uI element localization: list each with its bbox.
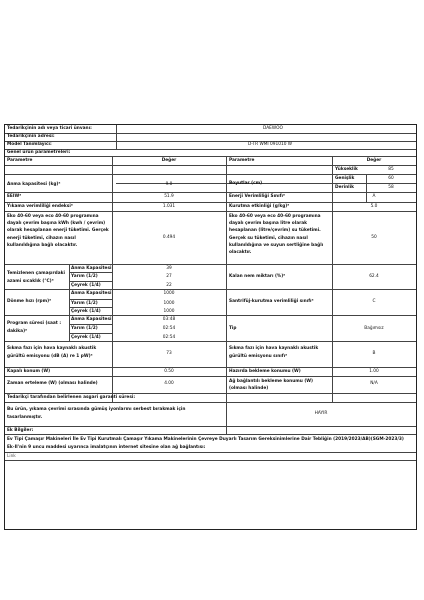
parameter-header: Parametre: [7, 158, 33, 163]
divider: [5, 452, 416, 453]
duration-value: 02:54: [162, 326, 176, 331]
divider: [5, 341, 416, 342]
program-duration-label: Program süresi (saat : dakika)ᵃ: [7, 321, 62, 334]
duration-value: 02:54: [162, 335, 176, 340]
divider: [69, 333, 112, 334]
depth-value: 58: [388, 185, 394, 190]
moisture-label: Kalan nem miktarı (%)ᵃ: [229, 274, 286, 279]
supplier-value: DAEWOO: [263, 126, 283, 131]
spin-class-value: C: [372, 299, 376, 304]
quarter-capacity-label: Çeyrek (1/4): [71, 335, 101, 340]
value-header: Değer: [161, 158, 177, 163]
divider: [5, 289, 416, 290]
spin-efficiency-value: 5.0: [370, 204, 378, 209]
divider: [5, 376, 416, 377]
divider: [5, 156, 416, 157]
divider: [116, 125, 117, 149]
divider: [69, 264, 70, 341]
networked-standby-label: Ağ bağlantılı bekleme konumu (W) (olması halinde): [229, 379, 313, 391]
noise-emission-value: 73: [166, 351, 172, 356]
divider: [5, 367, 416, 368]
temperature-value: 39: [166, 266, 172, 271]
energy-consumption-value: 0.494: [162, 235, 176, 240]
additional-info-text: Ev Tipi Çamaşır Makineleri İle Ev Tipi Kurutmalı Çamaşır Yıkama Makinelerinin Çevreye Duyarlı Tasarım Gereksinimlerine Dair Tebliğin (2019/2023/AB)(SGM-2023/3) Ek-II'nin 9 uncu maddesi uyarınca imalatçının internet sitesine olan ağ bağlantısı:: [7, 437, 404, 450]
model-label: Model Tanımlayıcı:: [7, 142, 52, 147]
divider: [5, 202, 416, 203]
washing-efficiency-label: Yıkama verimliliği endeksiᵃ: [7, 204, 73, 209]
link-label[interactable]: Link: [7, 454, 16, 459]
half-capacity-label: Yarım (1/2): [71, 326, 98, 331]
networked-standby-value: N/A: [370, 381, 378, 386]
parameter-header: Parametre: [229, 158, 255, 163]
model-value: D-TR WMI 091010 W: [248, 142, 293, 147]
spin-speed-label: Dönme hızı (rpm)ᵃ: [7, 299, 52, 304]
divider: [69, 281, 112, 282]
silver-ions-label: Bu ürün, yıkama çevrimi sırasında gümüş iyonlarını serbest bırakmak için tasarlanmıştır.: [7, 407, 186, 420]
half-capacity-label: Yarım (1/2): [71, 274, 98, 279]
divider: [69, 307, 112, 308]
divider: [226, 156, 227, 402]
width-label: Genişlik: [335, 176, 355, 181]
half-capacity-label: Yarım (1/2): [71, 301, 98, 306]
temperature-value: 22: [166, 283, 172, 288]
capacity-label: Anma kapasitesi (kg)ᵃ: [7, 182, 61, 187]
height-value: 85: [388, 167, 394, 172]
product-information-sheet: [4, 124, 417, 530]
spin-class-label: Santrifüj-kurutma verimliliği sınıfıᵃ: [229, 299, 314, 304]
divider: [5, 402, 416, 403]
rated-capacity-label: Anma Kapasitesi: [71, 291, 112, 296]
rated-capacity-label: Anma Kapasitesi: [71, 266, 112, 271]
standby-label: Hazırda bekleme konumu (W): [229, 369, 301, 374]
divider: [5, 211, 416, 212]
energy-class-label: Enerji Verimliliği Sınıfıᵃ: [229, 194, 285, 199]
standby-value: 1.00: [369, 369, 379, 374]
eeiw-value: 51.9: [164, 194, 174, 199]
max-temperature-label: Temizlenen çamaşırdaki azami sıcaklık (°C)ᵃ: [7, 271, 65, 284]
divider: [5, 426, 416, 427]
spin-speed-value: 1000: [163, 291, 175, 296]
divider: [5, 393, 416, 394]
delay-start-value: 4.00: [164, 381, 174, 386]
width-value: 60: [388, 176, 394, 181]
divider: [5, 315, 416, 316]
delay-start-label: Zaman erteleme (W) (olması halinde): [7, 381, 98, 386]
type-value: Bağımsız: [364, 326, 384, 331]
value-header: Değer: [366, 158, 382, 163]
divider: [5, 141, 416, 142]
washing-efficiency-value: 1.031: [162, 204, 176, 209]
duration-value: 03:48: [162, 317, 176, 322]
depth-label: Derinlik: [335, 185, 354, 190]
dimensions-label: Boyutlar (cm): [229, 181, 263, 186]
height-label: Yükseklik: [335, 167, 358, 172]
divider: [5, 165, 416, 166]
divider: [5, 133, 416, 134]
off-mode-value: 0.50: [164, 369, 174, 374]
noise-class-value: B: [372, 351, 376, 356]
spin-efficiency-label: Kurutma etkinliği (g/kg)ᵃ: [229, 204, 290, 209]
divider: [5, 174, 416, 175]
divider: [5, 460, 416, 461]
temperature-value: 27: [166, 274, 172, 279]
water-consumption-value: 50: [371, 235, 377, 240]
eeiw-label: EEIWᵃ: [7, 194, 22, 199]
divider: [5, 434, 416, 435]
general-parameters-label: Genel ürün parametreleri:: [7, 150, 71, 155]
water-consumption-label: Eko 40-60 veya eco 40-60 programına dayalı çevrim başına litre olarak hesaplanan (litre/çevrim) su tüketimi. Gerçek su tüketimi, cihazın nasıl kullanıldığına ve suyun sertliğine bağlı olacaktır.: [229, 214, 324, 256]
noise-emission-label: Sıkma fazı için hava kaynaklı akustik gürültü emisyonu (dB (A) re 1 pW)ᵃ: [7, 346, 97, 359]
additional-info-label: Ek Bilgiler:: [7, 428, 34, 433]
noise-class-label: Sıkma fazı için hava kaynaklı akustik gürültü emisyonu sınıfıᵃ: [229, 346, 319, 359]
divider: [5, 192, 416, 193]
divider: [69, 272, 112, 273]
capacity-value: 9.0: [165, 182, 173, 187]
moisture-value: 62.4: [369, 274, 379, 279]
divider: [226, 402, 227, 434]
spin-speed-value: 1000: [163, 309, 175, 314]
address-label: Tedarikçinin adresi:: [7, 134, 55, 139]
quarter-capacity-label: Çeyrek (1/4): [71, 309, 101, 314]
divider: [5, 264, 416, 265]
spin-speed-value: 1000: [163, 301, 175, 306]
divider: [69, 324, 112, 325]
quarter-capacity-label: Çeyrek (1/4): [71, 283, 101, 288]
warranty-label: Tedarikçi tarafından belirlenen asgari garanti süresi:: [7, 395, 136, 400]
rated-capacity-label: Anma Kapasitesi: [71, 317, 112, 322]
energy-consumption-label: Eko 40-60 veya eco 40-60 programına dayalı çevrim başına kWh (kwh / çevrim) olarak hesaplanan enerji tüketimi. Gerçek enerji tüketimi, cihazın nasıl kullanıldığına bağlı olacaktır.: [7, 214, 109, 248]
supplier-label: Tedarikçinin adı veya ticari ünvanı:: [7, 126, 92, 131]
divider: [69, 299, 112, 300]
type-label: Tip: [229, 326, 237, 331]
off-mode-label: Kapalı konum (W): [7, 369, 51, 374]
silver-ions-value: HAYIR: [314, 411, 328, 416]
energy-class-value: A: [372, 194, 376, 199]
